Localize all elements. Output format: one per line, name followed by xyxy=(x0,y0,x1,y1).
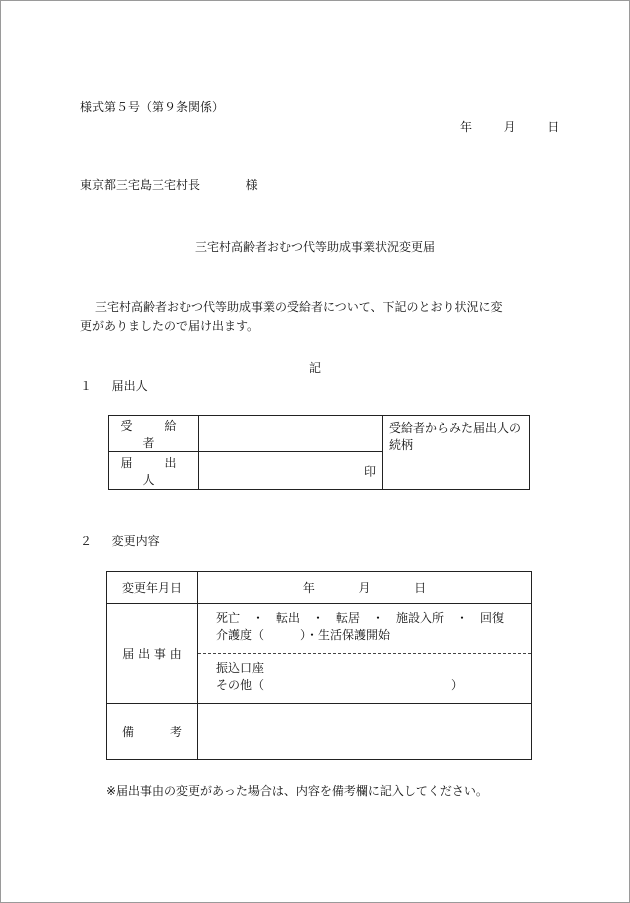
reason-options-line1: 死亡 ・ 転出 ・ 転居 ・ 施設入所 ・ 回復 xyxy=(216,611,505,625)
change-date-day: 日 xyxy=(414,581,427,595)
reason-field[interactable] xyxy=(198,604,532,704)
date-day: 日 xyxy=(547,120,560,134)
recipient-label: 受 給 者 xyxy=(109,416,199,452)
section1-title: 届出人 xyxy=(111,379,148,393)
relation-label: 受給者からみた届出人の続柄 xyxy=(389,421,522,452)
reason-label: 届 出 事 由 xyxy=(107,604,198,704)
date-year: 年 xyxy=(460,120,473,134)
reason-other xyxy=(198,654,531,703)
reason-options xyxy=(198,604,531,654)
form-number: 様式第５号（第９条関係） xyxy=(80,100,225,114)
seal-mark: 印 xyxy=(363,464,376,478)
section2-title: 変更内容 xyxy=(111,534,160,548)
reason-other-line xyxy=(216,677,531,694)
change-date-field[interactable] xyxy=(198,572,532,604)
remarks-field[interactable] xyxy=(198,704,532,760)
document-title: 三宅村高齢者おむつ代等助成事業状況変更届 xyxy=(194,240,435,254)
section1-number: １ xyxy=(80,379,93,393)
addressee-honorific: 様 xyxy=(245,178,258,192)
relation-cell[interactable] xyxy=(383,416,530,490)
ki-heading: 記 xyxy=(308,361,321,375)
footer-note: ※届出事由の変更があった場合は、内容を備考欄に記入してください。 xyxy=(106,784,488,798)
section2-heading xyxy=(80,534,160,548)
applicant-label: 届 出 人 xyxy=(109,452,199,490)
change-date-year: 年 xyxy=(302,581,315,595)
change-date-month: 月 xyxy=(358,581,371,595)
date-line xyxy=(460,120,559,134)
reason-bank-account: 振込口座 xyxy=(216,661,265,675)
body-line-1: 三宅村高齢者おむつ代等助成事業の受給者について、下記のとおり状況に変 xyxy=(95,300,503,314)
remarks-label: 備 考 xyxy=(107,704,198,760)
recipient-field[interactable] xyxy=(199,416,383,452)
section1-heading xyxy=(80,379,148,393)
reason-options-line2: 介護度（ ）・生活保護開始 xyxy=(216,628,391,642)
date-month: 月 xyxy=(503,120,516,134)
section2-number: ２ xyxy=(80,534,93,548)
reason-other-prefix: その他（ xyxy=(216,678,265,692)
reason-other-suffix: ） xyxy=(451,678,464,692)
applicant-field[interactable] xyxy=(199,452,383,490)
addressee xyxy=(80,178,258,192)
addressee-name: 東京都三宅島三宅村長 xyxy=(80,178,201,192)
change-table xyxy=(106,571,532,760)
change-date-label: 変更年月日 xyxy=(107,572,198,604)
applicant-table xyxy=(108,415,530,490)
body-line-2: 更がありましたので届け出ます。 xyxy=(80,319,260,333)
